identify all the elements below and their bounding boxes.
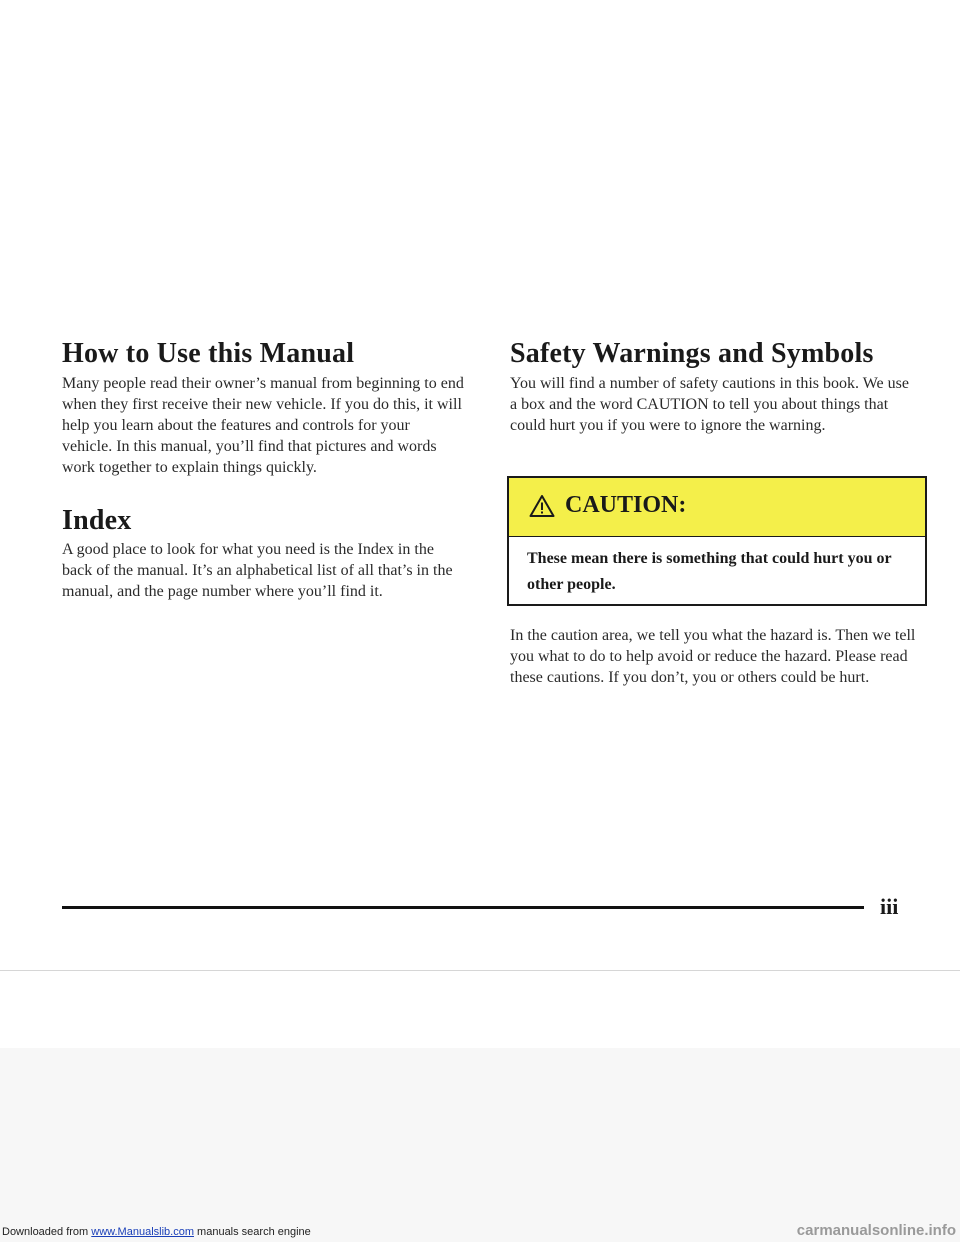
site-watermark: carmanualsonline.info [796, 1222, 956, 1239]
warning-triangle-icon [529, 494, 555, 518]
index-paragraph: A good place to look for what you need is the Index in the back of the manual. It’s an alphabetical list of all that’s in the manual, and the page number where you’ll find it. [62, 541, 453, 600]
caution-title-text: CAUTION: [565, 492, 687, 518]
scan-edge-line [0, 970, 960, 971]
caution-band [509, 478, 925, 537]
download-prefix: Downloaded from [2, 1226, 89, 1238]
how-to-use-heading: How to Use this Manual [62, 338, 355, 369]
manualslib-link[interactable]: www.Manualslib.com [91, 1226, 194, 1238]
caution-box [507, 476, 927, 606]
download-suffix: manuals search engine [197, 1226, 311, 1238]
download-footer [2, 1226, 311, 1238]
page-number: iii [880, 894, 899, 919]
caution-title [529, 492, 686, 519]
index-heading: Index [62, 505, 132, 536]
how-to-use-paragraph: Many people read their owner’s manual from beginning to end when they first receive their new vehicle. If you do this, it will help you learn about the features and controls for your vehicle. In this manual, you’ll find that pictures and words work together to explain things quickly. [62, 375, 464, 476]
caution-text: These mean there is something that could hurt you or other people. [527, 550, 892, 593]
caution-area-paragraph: In the caution area, we tell you what the hazard is. Then we tell you what to do to help avoid or reduce the hazard. Please read these cautions. If you don’t, you or others could be hurt. [510, 627, 916, 686]
scan-bottom-band [0, 1048, 960, 1242]
safety-warnings-heading: Safety Warnings and Symbols [510, 338, 874, 369]
safety-warnings-paragraph: You will find a number of safety cautions in this book. We use a box and the word CAUTION to tell you about things that could hurt you if you were to ignore the warning. [510, 375, 909, 434]
footer-rule [62, 906, 864, 909]
